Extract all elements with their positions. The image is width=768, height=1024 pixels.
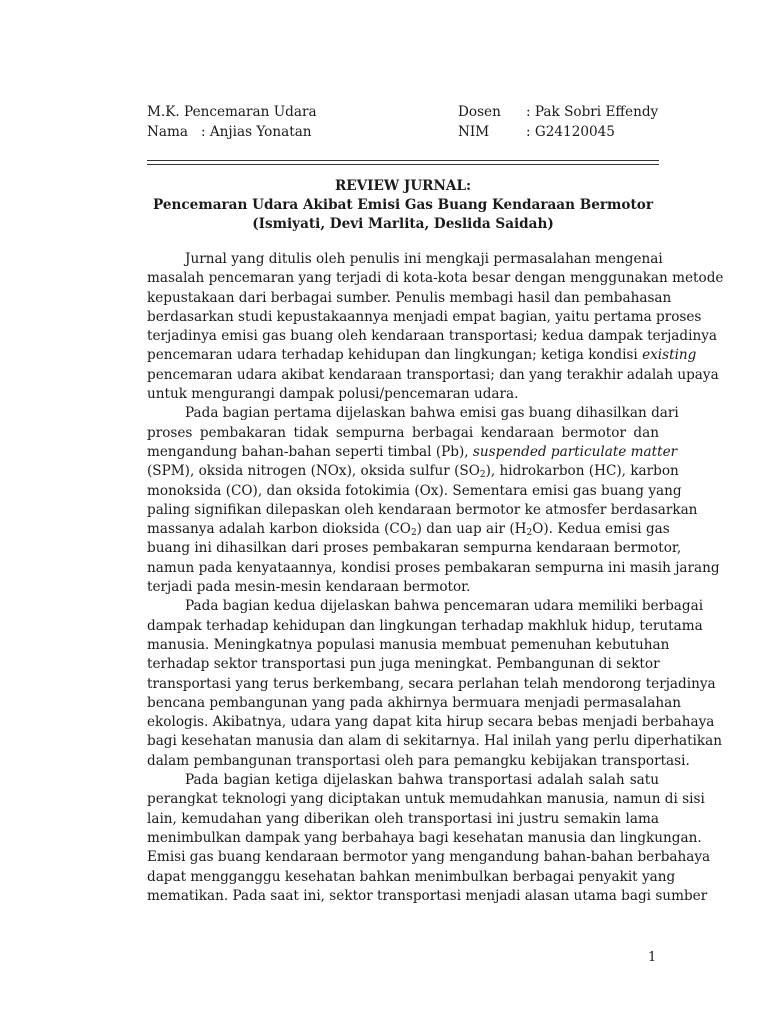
review-heading: REVIEW JURNAL:	[334, 178, 472, 194]
text-line: proses pembakaran tidak sempurna berbagai kendaraan bermotor dan	[147, 424, 659, 441]
text-line: transportasi yang terus berkembang, secara perlahan telah mendorong terjadinya	[147, 675, 716, 692]
italic-term: existing	[642, 347, 697, 364]
paragraph-4	[147, 771, 711, 906]
text-segment: massanya adalah karbon dioksida (CO	[147, 521, 411, 538]
lecturer-label: Dosen	[458, 104, 501, 120]
text-line: berdasarkan studi kepustakaannya menjadi empat bagian, yaitu pertama proses	[147, 308, 702, 325]
text-line: bagi kesehatan manusia dan alam di sekitarnya. Hal inilah yang perlu diperhatikan	[147, 733, 723, 750]
review-body	[147, 250, 724, 906]
header-divider-top	[147, 160, 659, 161]
nim-value: : G24120045	[526, 124, 615, 140]
text-line: bencana pembangunan yang pada akhirnya bermuara menjadi permasalahan	[147, 694, 681, 711]
text-line	[147, 346, 697, 365]
text-line: paling signifikan dilepaskan oleh kendaraan bermotor ke atmosfer berdasarkan	[147, 501, 698, 518]
student-name: Nama : Anjias Yonatan	[147, 124, 312, 140]
text-segment: pencemaran udara terhadap kehidupan dan lingkungan; ketiga kondisi	[147, 347, 638, 364]
text-line	[147, 462, 679, 481]
page-number: 1	[648, 950, 657, 965]
paragraph-3	[147, 597, 723, 771]
lecturer-value: : Pak Sobri Effendy	[526, 104, 659, 120]
text-line: masalah pencemaran yang terjadi di kota-kota besar dengan menggunakan metode	[147, 270, 724, 287]
text-line: terjadi pada mesin-mesin kendaraan bermotor.	[147, 579, 471, 596]
text-line: lain, kemudahan yang diberikan oleh transportasi ini justru semakin lama	[147, 810, 659, 827]
subscript: 2	[526, 528, 533, 539]
text-line: ekologis. Akibatnya, udara yang dapat kita hirup secara bebas menjadi berbahaya	[147, 714, 715, 731]
text-line: terjadinya emisi gas buang oleh kendaraan transportasi; kedua dampak terjadinya	[147, 328, 717, 345]
text-line: Emisi gas buang kendaraan bermotor yang mengandung bahan-bahan berbahaya	[147, 849, 711, 866]
text-line: kepustakaan dari berbagai sumber. Penulis membagi hasil dan pembahasan	[147, 289, 672, 306]
text-line: Jurnal yang ditulis oleh penulis ini mengkaji permasalahan mengenai	[185, 251, 663, 267]
text-line: menimbulkan dampak yang berbahaya bagi kesehatan manusia dan lingkungan.	[147, 829, 702, 846]
text-line: buang ini dihasilkan dari proses pembakaran sempurna kendaraan bermotor,	[147, 540, 682, 557]
course-name: M.K. Pencemaran Udara	[147, 104, 317, 120]
nim-label: NIM	[458, 124, 490, 140]
text-segment: ), hidrokarbon (HC), karbon	[485, 463, 679, 480]
text-line: dampak terhadap kehidupan dan lingkungan terhadap makhluk hidup, terutama	[147, 617, 703, 634]
text-segment: mengandung bahan-bahan seperti timbal (Pb),	[147, 443, 469, 460]
header-divider-bottom	[147, 164, 659, 165]
journal-authors: (Ismiyati, Devi Marlita, Deslida Saidah)	[252, 216, 554, 232]
text-line: Pada bagian ketiga dijelaskan bahwa transportasi adalah salah satu	[185, 772, 659, 789]
text-line: dapat mengganggu kesehatan bahkan menimbulkan berbagai penyakit yang	[147, 868, 676, 885]
text-line: Pada bagian pertama dijelaskan bahwa emisi gas buang dihasilkan dari	[185, 405, 679, 422]
paragraph-2	[147, 404, 720, 597]
text-line: perangkat teknologi yang diciptakan untuk memudahkan manusia, namun di sisi	[147, 791, 705, 808]
text-line: pencemaran udara akibat kendaraan transportasi; dan yang terakhir adalah upaya	[147, 366, 719, 383]
title-block	[147, 177, 659, 234]
journal-title: Pencemaran Udara Akibat Emisi Gas Buang Kendaraan Bermotor	[153, 197, 653, 213]
paragraph-1	[147, 250, 724, 404]
text-line	[147, 443, 678, 462]
text-line: namun pada kenyataannya, kondisi proses pembakaran sempurna ini masih jarang	[147, 559, 720, 576]
text-line: dalam pembangunan transportasi oleh para pemangku kebijakan transportasi.	[147, 752, 690, 769]
text-segment: (SPM), oksida nitrogen (NOx), oksida sulfur (SO	[147, 463, 480, 480]
subscript: 2	[410, 528, 417, 539]
text-segment: O). Kedua emisi gas	[532, 521, 670, 538]
text-line: mematikan. Pada saat ini, sektor transportasi menjadi alasan utama bagi sumber	[147, 887, 708, 904]
text-line: untuk mengurangi dampak polusi/pencemaran udara.	[147, 386, 519, 403]
text-line	[147, 520, 670, 539]
text-line: monoksida (CO), dan oksida fotokimia (Ox). Sementara emisi gas buang yang	[147, 482, 682, 499]
italic-term: suspended particulate matter	[472, 443, 678, 460]
text-line: Pada bagian kedua dijelaskan bahwa pencemaran udara memiliki berbagai	[185, 598, 704, 615]
text-line: terhadap sektor transportasi pun juga meningkat. Pembangunan di sektor	[147, 656, 660, 673]
text-line: manusia. Meningkatnya populasi manusia membuat pemenuhan kebutuhan	[147, 636, 670, 653]
text-segment: ) dan uap air (H	[416, 521, 527, 538]
subscript: 2	[479, 470, 486, 481]
